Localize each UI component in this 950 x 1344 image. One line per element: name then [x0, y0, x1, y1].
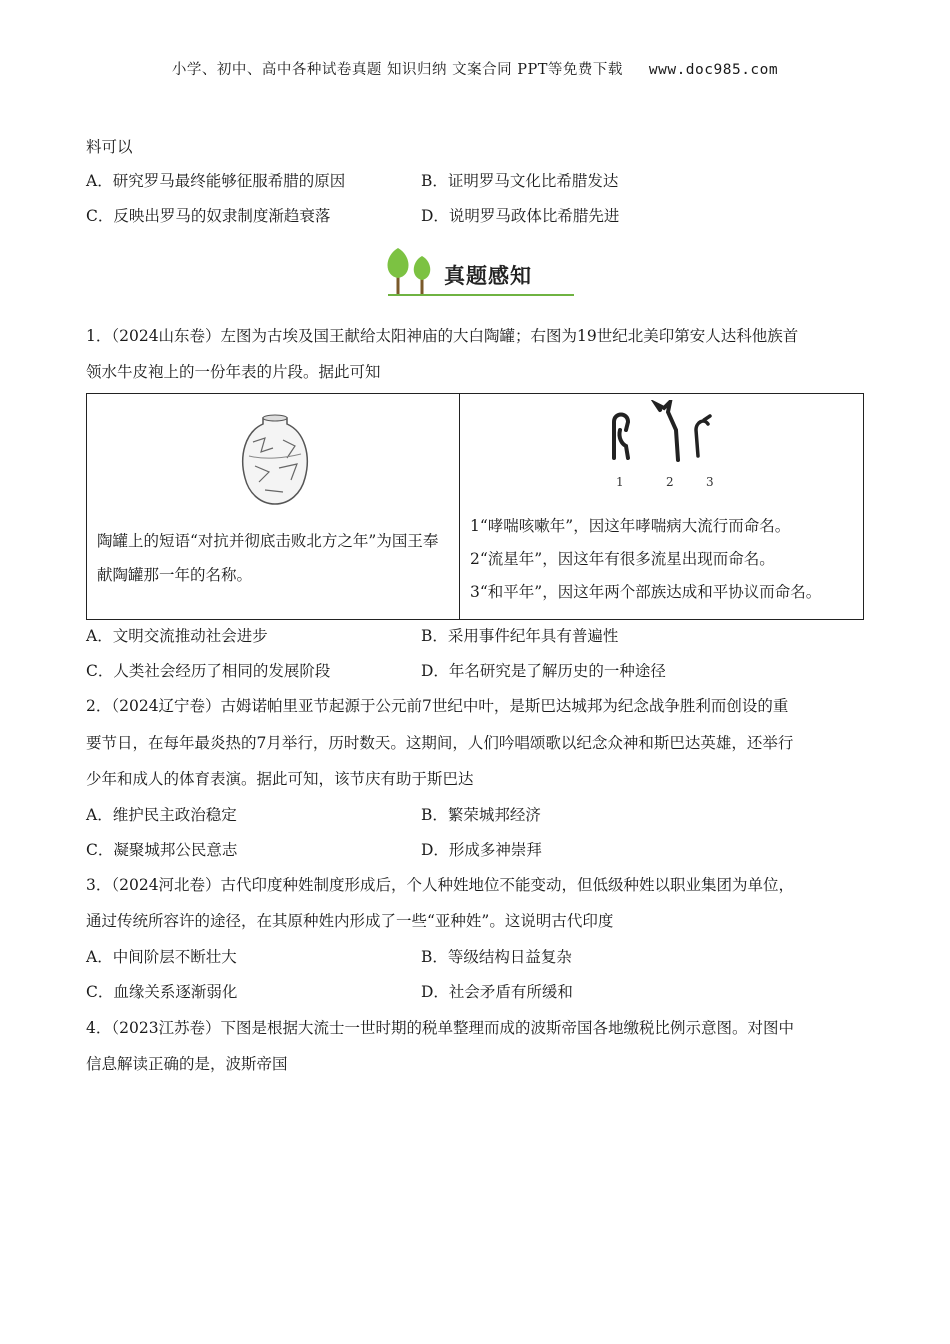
q1-right-item: 2“流星年”，因这年有很多流星出现而命名。: [470, 550, 775, 568]
q2-option-a[interactable]: A．维护民主政治稳定: [86, 806, 237, 824]
prev-option-a[interactable]: A．研究罗马最终能够征服希腊的原因: [86, 172, 346, 190]
glyph-label-2: 2: [666, 475, 674, 489]
q2-option-c[interactable]: C．凝聚城邦公民意志: [86, 841, 238, 859]
section-title: 真题感知: [444, 264, 532, 288]
q1-option-c[interactable]: C．人类社会经历了相同的发展阶段: [86, 662, 331, 680]
q1-right-item: 3“和平年”，因这年两个部族达成和平协议而命名。: [470, 583, 822, 601]
q3-stem-line-2: 通过传统所容许的途径，在其原种姓内形成了一些“亚种姓”。这说明古代印度: [86, 912, 614, 930]
q1-option-a[interactable]: A．文明交流推动社会进步: [86, 627, 268, 645]
q1-left-cell: [87, 394, 460, 620]
tree-icon: [378, 244, 442, 300]
q3-option-b[interactable]: B．等级结构日益复杂: [421, 948, 572, 966]
winter-count-pictographs: [600, 400, 730, 496]
q2-stem-line-3: 少年和成人的体育表演。据此可知，该节庆有助于斯巴达: [86, 770, 474, 788]
q1-stem-line-1: 1．（2024山东卷）左图为古埃及国王献给太阳神庙的大白陶罐；右图为19世纪北美印第安人达科他族首: [86, 327, 799, 345]
q4-stem-line-2: 信息解读正确的是，波斯帝国: [86, 1055, 288, 1073]
prev-option-b[interactable]: B．证明罗马文化比希腊发达: [421, 172, 619, 190]
page-header: [0, 58, 950, 79]
q1-left-text: 陶罐上的短语“对抗并彻底击败北方之年”为国王奉献陶罐那一年的名称。: [97, 532, 439, 584]
q2-option-b[interactable]: B．繁荣城邦经济: [421, 806, 541, 824]
q1-right-item: 1“哮喘咳嗽年”，因这年哮喘病大流行而命名。: [470, 517, 791, 535]
header-text: 小学、初中、高中各种试卷真题 知识归纳 文案合同 PPT等免费下载: [171, 62, 623, 78]
prev-option-c[interactable]: C．反映出罗马的奴隶制度渐趋衰落: [86, 207, 331, 225]
q3-option-a[interactable]: A．中间阶层不断壮大: [86, 948, 237, 966]
glyph-label-1: 1: [616, 475, 624, 489]
q4-stem-line-1: 4．（2023江苏卷）下图是根据大流士一世时期的税单整理而成的波斯帝国各地缴税比例示意图。对图中: [86, 1019, 795, 1037]
q3-stem-line-1: 3．（2024河北卷）古代印度种姓制度形成后，个人种姓地位不能变动，但低级种姓以职业集团为单位，: [86, 876, 795, 894]
q1-right-cell: [460, 394, 864, 620]
q1-option-d[interactable]: D．年名研究是了解历史的一种途径: [421, 662, 666, 680]
header-site-link[interactable]: www.doc985.com: [648, 62, 779, 78]
q1-option-b[interactable]: B．采用事件纪年具有普遍性: [421, 627, 619, 645]
q3-option-d[interactable]: D．社会矛盾有所缓和: [421, 983, 573, 1001]
q1-right-list: [470, 510, 821, 609]
prev-option-d[interactable]: D．说明罗马政体比希腊先进: [421, 207, 620, 225]
section-banner: [378, 244, 574, 300]
glyph-label-3: 3: [706, 475, 714, 489]
section-underline: [388, 294, 574, 296]
q3-option-c[interactable]: C．血缘关系逐渐弱化: [86, 983, 238, 1001]
q2-option-d[interactable]: D．形成多神崇拜: [421, 841, 542, 859]
jar-image: [235, 412, 315, 508]
q2-stem-line-1: 2．（2024辽宁卷）古姆诺帕里亚节起源于公元前7世纪中叶，是斯巴达城邦为纪念战争胜利而创设的重: [86, 697, 789, 715]
prev-question-tail: 料可以: [86, 138, 133, 156]
q1-source-table: [86, 393, 864, 620]
q2-stem-line-2: 要节日，在每年最炎热的7月举行，历时数天。这期间，人们吟唱颂歌以纪念众神和斯巴达英雄，还举行: [86, 734, 794, 752]
q1-stem-line-2: 领水牛皮袍上的一份年表的片段。据此可知: [86, 363, 381, 381]
